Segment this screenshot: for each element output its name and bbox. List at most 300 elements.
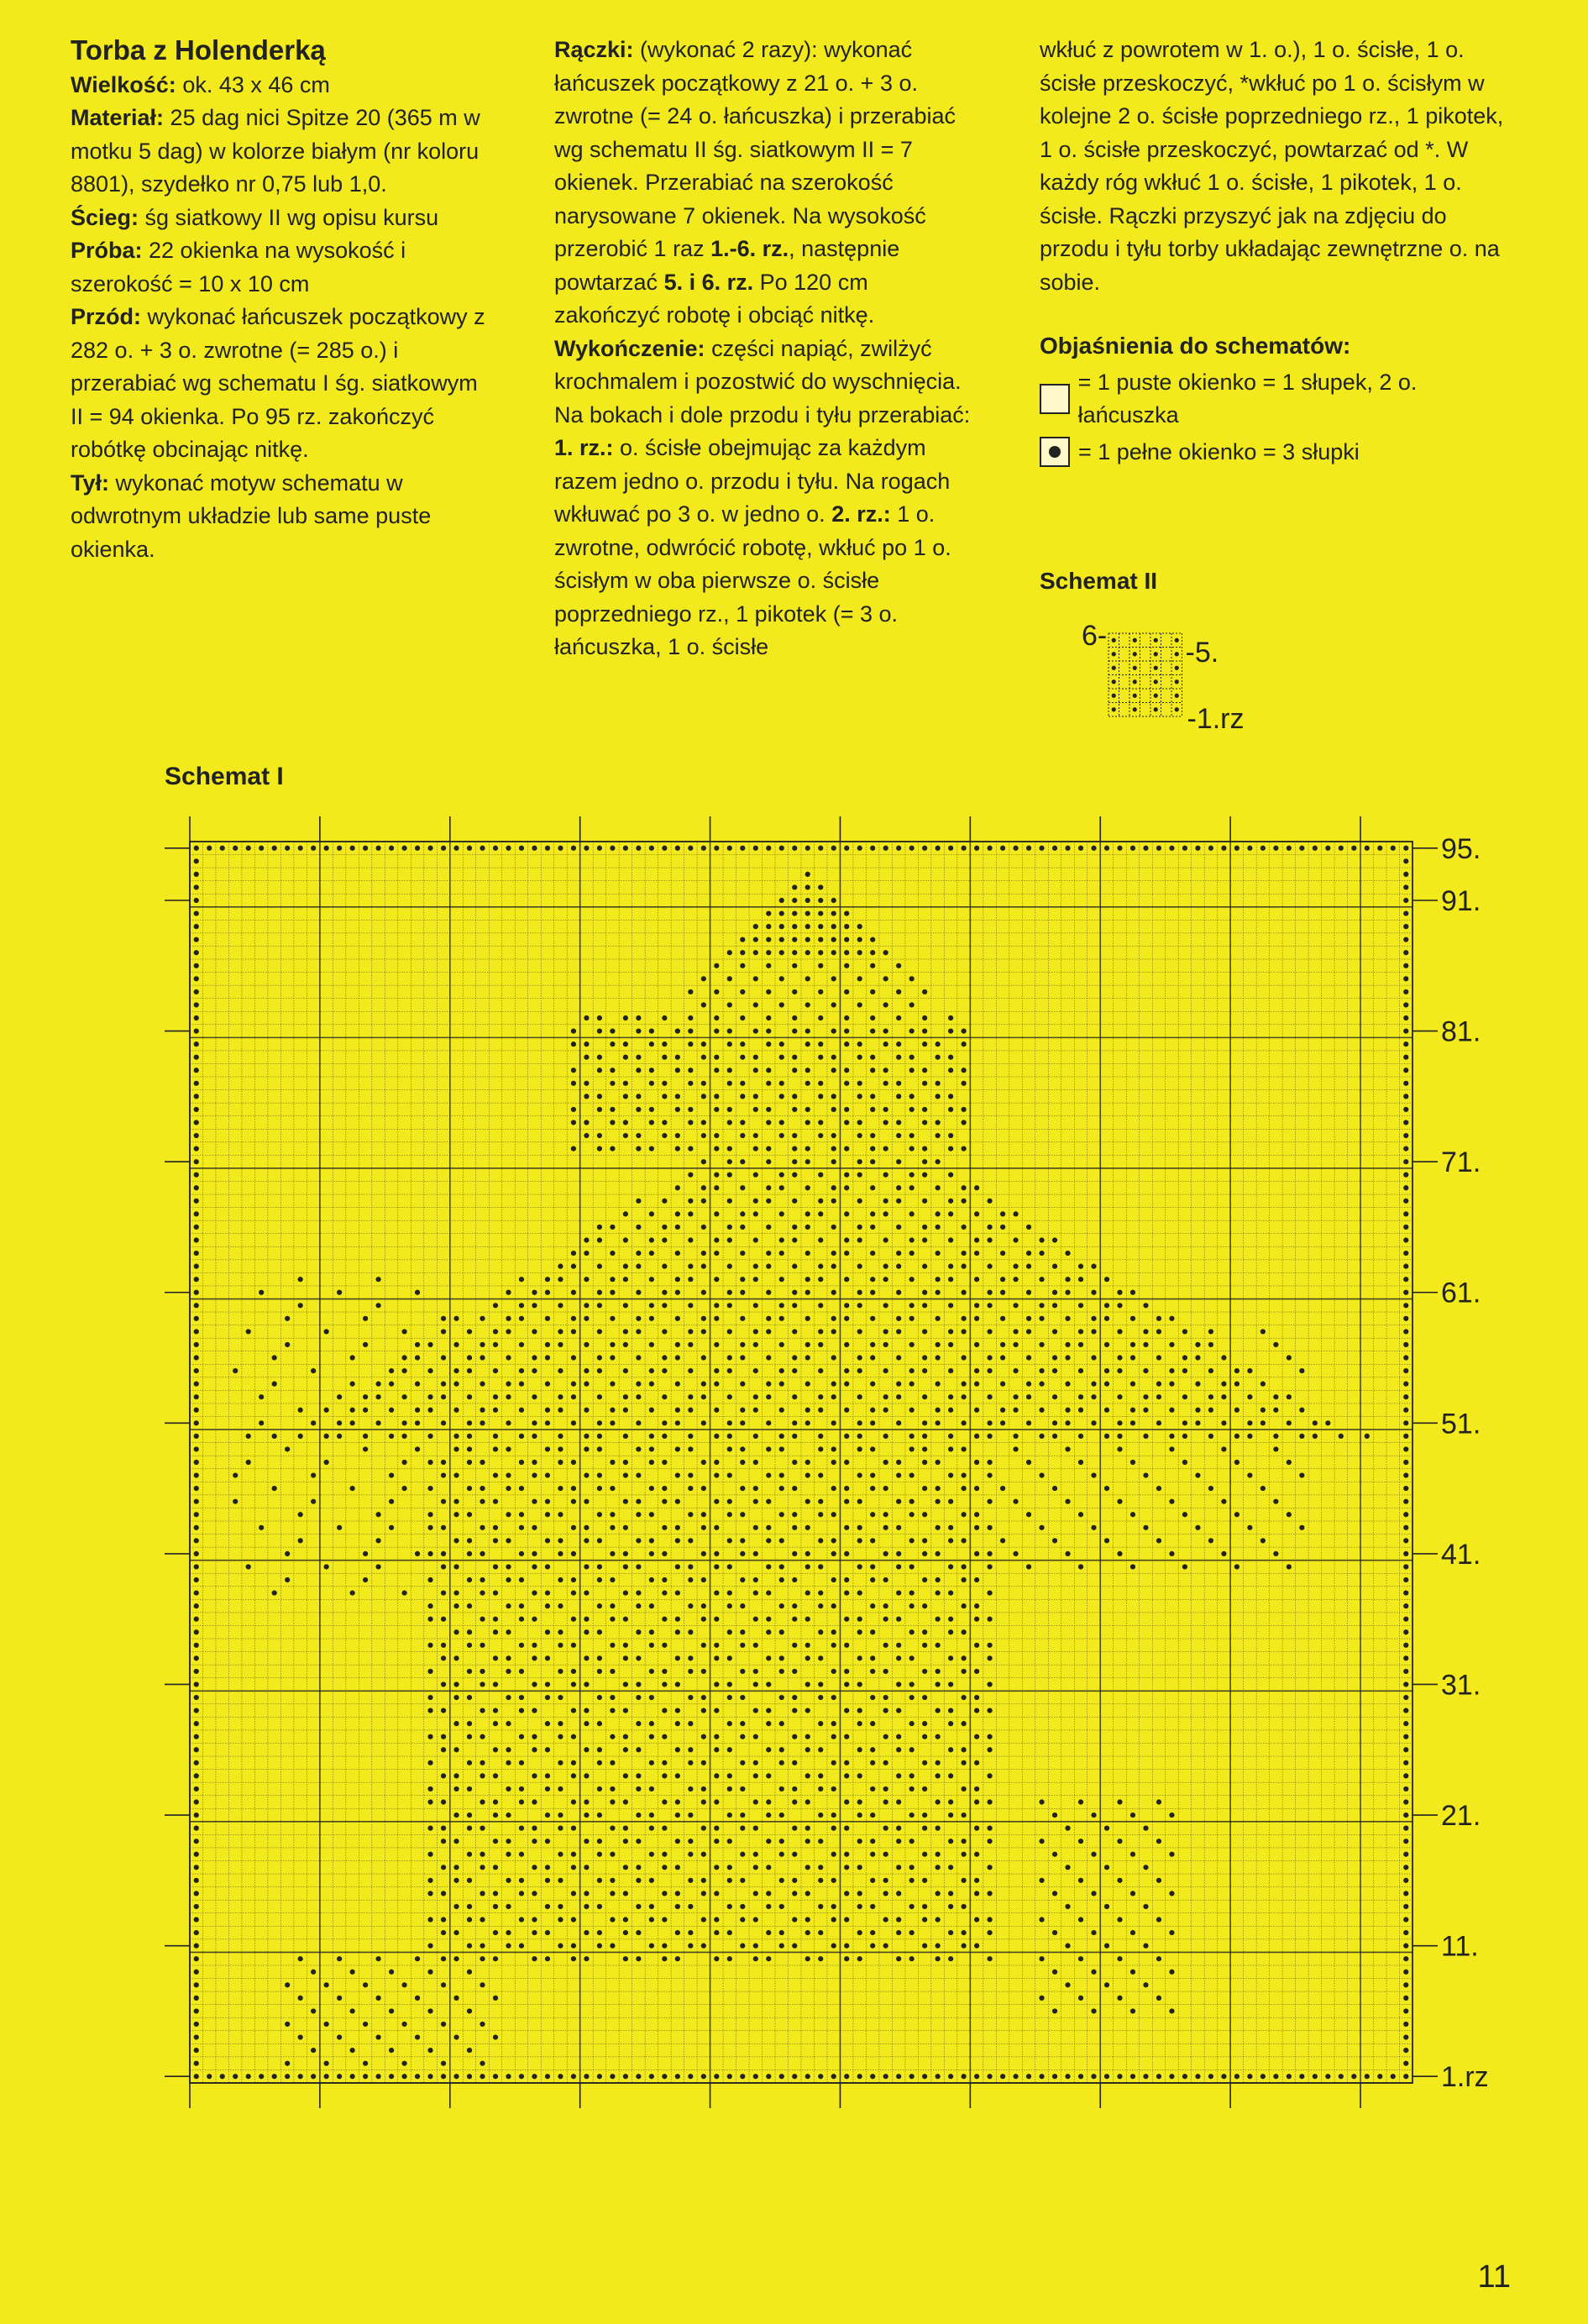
schema-1-dot bbox=[805, 1773, 810, 1778]
schema-1-dot bbox=[1052, 1303, 1057, 1308]
schema-1-dot bbox=[909, 1499, 915, 1504]
schema-1-dot bbox=[844, 1590, 849, 1595]
schema-1-dot bbox=[519, 1303, 524, 1308]
schema-1-dot bbox=[675, 1799, 680, 1804]
schema-1-dot bbox=[948, 1472, 953, 1477]
schema-1-dot bbox=[532, 1434, 537, 1439]
schema-1-dot bbox=[1156, 1420, 1161, 1425]
schema-1-dot bbox=[936, 1382, 941, 1387]
schema-1-dot bbox=[363, 2022, 368, 2027]
schema-1-dot bbox=[870, 1068, 875, 1073]
schema-1-dot bbox=[597, 1329, 602, 1334]
schema-1-dot bbox=[831, 1185, 836, 1190]
schema-1-dot bbox=[480, 1486, 485, 1491]
schema-1-dot bbox=[1026, 1460, 1031, 1465]
schema-1-dot bbox=[727, 1329, 732, 1334]
schema-1-dot bbox=[350, 1970, 355, 1975]
schema-1-dot bbox=[766, 1081, 771, 1086]
schema-1-dot bbox=[857, 1055, 862, 1060]
schema-1-dot bbox=[311, 1368, 316, 1373]
schema-1-dot bbox=[766, 1394, 771, 1399]
schema-1-dot bbox=[480, 1826, 485, 1831]
schema-1-dot bbox=[415, 2074, 420, 2079]
schema-1-dot bbox=[831, 1446, 836, 1451]
schema-1-dot bbox=[766, 1865, 771, 1870]
schema-1-dot bbox=[1403, 858, 1408, 863]
schema-1-row-label: 11. bbox=[1441, 1930, 1479, 1963]
schema-1-dot bbox=[194, 1865, 199, 1870]
schema-1-dot bbox=[714, 1773, 719, 1778]
schema-1-dot bbox=[467, 1629, 472, 1634]
schema-1-dot bbox=[922, 1734, 927, 1739]
schema-1-dot bbox=[1403, 1917, 1408, 1922]
schema-1-dot bbox=[194, 1159, 199, 1164]
schema-1-dot bbox=[948, 1342, 953, 1347]
schema-1-dot bbox=[779, 1094, 784, 1099]
schema-1-dot bbox=[532, 1655, 537, 1660]
schema-1-dot bbox=[571, 1944, 576, 1949]
schema-1-dot bbox=[194, 1525, 199, 1530]
schema-1-dot bbox=[1078, 2074, 1083, 2079]
schema-1-dot bbox=[623, 1799, 628, 1804]
schema-1-dot bbox=[623, 1120, 628, 1125]
schema-1-dot bbox=[831, 1551, 836, 1556]
schema-1-dot bbox=[909, 1681, 915, 1687]
schema-1-dot bbox=[1299, 1408, 1304, 1413]
schema-1-dot bbox=[962, 1472, 967, 1477]
schema-1-dot bbox=[441, 1708, 446, 1713]
schema-1-dot bbox=[1260, 1329, 1266, 1334]
schema-2-dot bbox=[1112, 679, 1116, 684]
schema-1-dot bbox=[1117, 1551, 1122, 1556]
schema-1-dot bbox=[194, 1708, 199, 1713]
schema-1-dot bbox=[714, 1865, 719, 1870]
schema-1-dot bbox=[844, 1956, 849, 1961]
schema-1-dot bbox=[519, 1551, 524, 1556]
schema-1-dot bbox=[844, 1081, 849, 1086]
schema-1-dot bbox=[831, 898, 836, 903]
schema-1-dot bbox=[1273, 1394, 1278, 1399]
schema-1-dot bbox=[675, 1617, 680, 1622]
schema-2-dot bbox=[1175, 652, 1179, 656]
schema-1-dot bbox=[727, 1655, 732, 1660]
schema-1-dot bbox=[1052, 1355, 1057, 1360]
schema-1-dot bbox=[636, 1316, 641, 1321]
schema-1-dot bbox=[415, 1446, 420, 1451]
schema-1-dot bbox=[519, 1760, 524, 1765]
schema-1-dot bbox=[792, 963, 797, 968]
schema-1-dot bbox=[1221, 1382, 1226, 1387]
schema-2-dot bbox=[1154, 694, 1158, 698]
schema-1-dot bbox=[922, 1290, 927, 1295]
schema-1-dot bbox=[415, 1420, 420, 1425]
schema-1-dot bbox=[441, 1590, 446, 1595]
schema-1-dot bbox=[1091, 1394, 1096, 1399]
schema-1-dot bbox=[545, 1446, 550, 1451]
schema-1-dot bbox=[427, 1669, 432, 1674]
schema-1-dot bbox=[584, 1446, 589, 1451]
schema-1-dot bbox=[675, 1904, 680, 1909]
schema-1-dot bbox=[805, 1290, 810, 1295]
schema-1-dot bbox=[1117, 1290, 1122, 1295]
schema-1-dot bbox=[740, 1382, 745, 1387]
schema-1-dot bbox=[259, 1420, 264, 1425]
schema-1-dot bbox=[427, 1760, 432, 1765]
schema-1-dot bbox=[519, 1891, 524, 1896]
schema-1-dot bbox=[753, 1211, 758, 1216]
schema-1-dot bbox=[870, 1251, 875, 1256]
schema-1-dot bbox=[857, 1499, 862, 1504]
schema-1-dot bbox=[883, 1460, 888, 1465]
schema-1-dot bbox=[636, 1394, 641, 1399]
schema-1-dot bbox=[337, 1996, 342, 2001]
schema-1-dot bbox=[337, 1525, 342, 1530]
schema-1-dot bbox=[1221, 1420, 1226, 1425]
schema-1-dot bbox=[779, 1237, 784, 1242]
schema-1-dot bbox=[870, 1930, 875, 1935]
schema-1-dot bbox=[753, 1708, 758, 1713]
schema-1-dot bbox=[545, 1786, 550, 1792]
schema-1-dot bbox=[597, 1264, 602, 1269]
schema-1-dot bbox=[870, 1760, 875, 1765]
schema-1-dot bbox=[714, 1185, 719, 1190]
schema-1-dot bbox=[1313, 846, 1318, 851]
schema-1-dot bbox=[870, 1211, 875, 1216]
schema-1-dot bbox=[453, 1538, 459, 1543]
schema-1-dot bbox=[610, 1251, 615, 1256]
schema-1-dot bbox=[532, 1525, 537, 1530]
schema-1-dot bbox=[1182, 1434, 1187, 1439]
schema-1-dot bbox=[818, 1839, 823, 1844]
schema-1-dot bbox=[909, 1146, 915, 1152]
schema-1-dot bbox=[974, 1408, 979, 1413]
schema-1-dot bbox=[194, 1408, 199, 1413]
schema-1-dot bbox=[714, 1551, 719, 1556]
schema-1-dot bbox=[337, 846, 342, 851]
schema-1-dot bbox=[870, 1839, 875, 1844]
schema-1-dot bbox=[597, 1237, 602, 1242]
schema-1-dot bbox=[311, 1472, 316, 1477]
schema-1-dot bbox=[714, 1277, 719, 1282]
schema-1-dot bbox=[714, 1891, 719, 1896]
schema-1-dot bbox=[220, 2074, 225, 2079]
schema-2-dot bbox=[1133, 679, 1137, 684]
schema-1-dot bbox=[610, 1107, 615, 1112]
schema-1-dot bbox=[675, 1956, 680, 1961]
schema-1-dot bbox=[1117, 1420, 1122, 1425]
schema-1-dot bbox=[805, 1681, 810, 1687]
schema-1-dot bbox=[467, 1826, 472, 1831]
schema-1-dot bbox=[597, 1944, 602, 1949]
schema-1-dot bbox=[571, 1708, 576, 1713]
schema-1-dot bbox=[519, 1708, 524, 1713]
schema-1-dot bbox=[779, 1564, 784, 1569]
schema-1-dot bbox=[532, 1773, 537, 1778]
schema-1-dot bbox=[194, 1303, 199, 1308]
schema-1-dot bbox=[974, 1603, 979, 1608]
schema-1-dot bbox=[1143, 1394, 1148, 1399]
schema-1-dot bbox=[1039, 846, 1044, 851]
schema-1-dot bbox=[506, 1878, 511, 1883]
schema-1-dot bbox=[936, 1917, 941, 1922]
schema-1-dot bbox=[844, 1211, 849, 1216]
schema-1-dot bbox=[896, 1839, 901, 1844]
schema-1-dot bbox=[831, 1316, 836, 1321]
schema-1-dot bbox=[597, 1055, 602, 1060]
schema-1-dot bbox=[571, 1852, 576, 1857]
schema-1-dot bbox=[962, 1028, 967, 1033]
schema-1-dot bbox=[1013, 1551, 1018, 1556]
schema-1-dot bbox=[1026, 846, 1031, 851]
schema-1-dot bbox=[401, 1590, 406, 1595]
schema-1-dot bbox=[1130, 2074, 1135, 2079]
schema-1-dot bbox=[597, 1839, 602, 1844]
schema-1-dot bbox=[453, 1434, 459, 1439]
schema-2-grid bbox=[1082, 620, 1245, 735]
schema-1-dot bbox=[1065, 1408, 1070, 1413]
schema-1-dot bbox=[688, 1368, 693, 1373]
schema-1-dot bbox=[506, 1290, 511, 1295]
schema-1-dot bbox=[519, 1852, 524, 1857]
schema-1-dot bbox=[519, 1486, 524, 1491]
schema-1-dot bbox=[688, 1211, 693, 1216]
schema-1-dot bbox=[792, 1760, 797, 1765]
schema-1-dot bbox=[1403, 1055, 1408, 1060]
schema-1-dot bbox=[1403, 1577, 1408, 1582]
schema-1-dot bbox=[532, 1799, 537, 1804]
schema-1-dot bbox=[857, 1420, 862, 1425]
schema-1-dot bbox=[844, 1525, 849, 1530]
schema-1-dot bbox=[584, 1015, 589, 1020]
schema-1-dot bbox=[636, 1420, 641, 1425]
schema-1-dot bbox=[727, 1303, 732, 1308]
schema-1-dot bbox=[285, 1982, 290, 1987]
schema-1-dot bbox=[844, 1891, 849, 1896]
schema-1-dot bbox=[1403, 1368, 1408, 1373]
schema-1-dot bbox=[1403, 1538, 1408, 1543]
schema-1-dot bbox=[480, 1316, 485, 1321]
schema-1-dot bbox=[896, 1094, 901, 1099]
schema-1-dot bbox=[818, 1081, 823, 1086]
schema-1-dot bbox=[922, 989, 927, 994]
schema-1-dot bbox=[480, 1460, 485, 1465]
gauge-text: 22 okienka na wysokość i szerokość = 10 x 10 cm bbox=[71, 238, 406, 296]
finishing-row1-label: 1. rz.: bbox=[554, 435, 614, 460]
schema-1-dot bbox=[936, 1708, 941, 1713]
schema-1-dot bbox=[831, 1394, 836, 1399]
schema-1-dot bbox=[740, 1760, 745, 1765]
schema-1-dot bbox=[1052, 1237, 1057, 1242]
schema-2-dot bbox=[1154, 707, 1158, 711]
schema-1-dot bbox=[727, 1865, 732, 1870]
schema-1-dot bbox=[194, 1172, 199, 1178]
schema-1-dot bbox=[636, 1225, 641, 1230]
schema-1-dot bbox=[194, 2061, 199, 2066]
schema-1-dot bbox=[1403, 1107, 1408, 1112]
schema-1-dot bbox=[1169, 1434, 1174, 1439]
schema-1-dot bbox=[922, 1199, 927, 1204]
schema-1-dot bbox=[831, 1159, 836, 1164]
schema-1-dot bbox=[948, 1434, 953, 1439]
schema-1-dot bbox=[623, 1839, 628, 1844]
schema-1-dot bbox=[974, 1878, 979, 1883]
schema-1-dot bbox=[610, 1068, 615, 1073]
schema-1-dot bbox=[1403, 1734, 1408, 1739]
schema-1-dot bbox=[558, 1277, 563, 1282]
schema-1-dot bbox=[401, 1394, 406, 1399]
schema-1-dot bbox=[857, 1368, 862, 1373]
schema-1-dot bbox=[857, 1708, 862, 1713]
schema-1-dot bbox=[1039, 1878, 1044, 1883]
schema-1-dot bbox=[545, 1956, 550, 1961]
schema-1-dot bbox=[662, 1577, 667, 1582]
schema-1-dot bbox=[584, 1434, 589, 1439]
schema-1-dot bbox=[740, 1342, 745, 1347]
schema-1-dot bbox=[363, 2074, 368, 2079]
schema-1-dot bbox=[1039, 1525, 1044, 1530]
schema-1-dot bbox=[962, 1068, 967, 1073]
schema-1-dot bbox=[740, 1133, 745, 1138]
schema-1-dot bbox=[453, 1930, 459, 1935]
schema-1-dot bbox=[662, 1956, 667, 1961]
schema-1-dot bbox=[688, 1329, 693, 1334]
schema-1-dot bbox=[558, 1629, 563, 1634]
schema-1-dot bbox=[1208, 2074, 1213, 2079]
schema-1-dot bbox=[779, 1930, 784, 1935]
schema-1-dot bbox=[740, 989, 745, 994]
schema-1-dot bbox=[1026, 1355, 1031, 1360]
schema-1-dot bbox=[194, 1799, 199, 1804]
schema-1-dot bbox=[662, 1015, 667, 1020]
schema-1-dot bbox=[571, 1891, 576, 1896]
schema-1-dot bbox=[987, 1264, 992, 1269]
schema-1-dot bbox=[427, 1368, 432, 1373]
schema-1-dot bbox=[584, 1564, 589, 1569]
schema-1-dot bbox=[1013, 1303, 1018, 1308]
schema-1-dot bbox=[558, 1813, 563, 1818]
schema-1-dot bbox=[1039, 1472, 1044, 1477]
schema-1-dot bbox=[962, 1747, 967, 1752]
schema-1-dot bbox=[909, 1382, 915, 1387]
schema-1-dot bbox=[831, 1760, 836, 1765]
schema-1-dot bbox=[792, 1264, 797, 1269]
schema-1-dot bbox=[480, 2022, 485, 2027]
schema-1-dot bbox=[427, 1799, 432, 1804]
schema-1-dot bbox=[623, 1891, 628, 1896]
schema-1-dot bbox=[441, 1655, 446, 1660]
schema-1-dot bbox=[506, 1316, 511, 1321]
schema-1-dot bbox=[701, 1420, 706, 1425]
schema-1-dot bbox=[974, 1708, 979, 1713]
schema-1-dot bbox=[844, 1277, 849, 1282]
schema-1-dot bbox=[909, 1603, 915, 1608]
schema-1-dot bbox=[701, 1460, 706, 1465]
schema-1-dot bbox=[974, 1551, 979, 1556]
schema-1-dot bbox=[1039, 1316, 1044, 1321]
schema-1-dot bbox=[714, 963, 719, 968]
schema-1-dot bbox=[857, 846, 862, 851]
schema-1-dot bbox=[311, 846, 316, 851]
schema-1-dot bbox=[962, 1199, 967, 1204]
schema-1-dot bbox=[194, 1446, 199, 1451]
schema-1-dot bbox=[532, 1472, 537, 1477]
schema-1-dot bbox=[259, 846, 264, 851]
schema-1-dot bbox=[987, 1394, 992, 1399]
schema-1-dot bbox=[1156, 1917, 1161, 1922]
schema-1-dot bbox=[688, 1655, 693, 1660]
schema-1-dot bbox=[493, 1891, 498, 1896]
schema-1-dot bbox=[714, 1590, 719, 1595]
schema-1-dot bbox=[766, 1590, 771, 1595]
schema-1-dot bbox=[688, 1199, 693, 1204]
schema-1-dot bbox=[688, 1930, 693, 1935]
schema-1-dot bbox=[649, 1826, 654, 1831]
schema-1-dot bbox=[1182, 1460, 1187, 1465]
schema-1-dot bbox=[688, 1264, 693, 1269]
schema-1-dot bbox=[740, 1446, 745, 1451]
schema-1-dot bbox=[623, 1551, 628, 1556]
schema-1-dot bbox=[936, 1290, 941, 1295]
schema-1-dot bbox=[246, 2074, 251, 2079]
schema-1-dot bbox=[805, 1107, 810, 1112]
schema-1-dot bbox=[753, 1002, 758, 1007]
schema-1-dot bbox=[649, 1028, 654, 1033]
schema-1-dot bbox=[467, 1538, 472, 1543]
schema-1-dot bbox=[493, 1865, 498, 1870]
schema-1-dot bbox=[571, 1617, 576, 1622]
schema-1-dot bbox=[779, 1577, 784, 1582]
schema-1-dot bbox=[649, 1316, 654, 1321]
schema-1-dot bbox=[948, 1172, 953, 1178]
schema-1-dot bbox=[493, 1525, 498, 1530]
schema-1-row-label: 95. bbox=[1441, 832, 1481, 865]
schema-1-dot bbox=[792, 1891, 797, 1896]
schema-1-dot bbox=[597, 1434, 602, 1439]
schema-1-dot bbox=[571, 1420, 576, 1425]
schema-1-dot bbox=[480, 1342, 485, 1347]
schema-1-dot bbox=[831, 1460, 836, 1465]
schema-1-dot bbox=[427, 1944, 432, 1949]
schema-1-dot bbox=[415, 2034, 420, 2039]
schema-1-dot bbox=[727, 1590, 732, 1595]
schema-1-dot bbox=[662, 1225, 667, 1230]
schema-1-dot bbox=[779, 1251, 784, 1256]
schema-1-dot bbox=[584, 1904, 589, 1909]
schema-1-dot bbox=[922, 1904, 927, 1909]
schema-1-dot bbox=[779, 1002, 784, 1007]
schema-1-dot bbox=[857, 1002, 862, 1007]
schema-1-dot bbox=[427, 1617, 432, 1622]
schema-1-dot bbox=[688, 1446, 693, 1451]
schema-1-dot bbox=[688, 1068, 693, 1073]
schema-1-dot bbox=[792, 884, 797, 889]
schema-1-dot bbox=[1078, 1460, 1083, 1465]
schema-1-dot bbox=[805, 1146, 810, 1152]
schema-1-dot bbox=[909, 1055, 915, 1060]
schema-1-dot bbox=[532, 1303, 537, 1308]
schema-1-dot bbox=[545, 1316, 550, 1321]
schema-1-dot bbox=[688, 1747, 693, 1752]
schema-1-dot bbox=[688, 1760, 693, 1765]
schema-1-dot bbox=[532, 1551, 537, 1556]
schema-1-dot bbox=[987, 1472, 992, 1477]
schema-1-dot bbox=[962, 1146, 967, 1152]
schema-1-dot bbox=[493, 1956, 498, 1961]
schema-1-dot bbox=[584, 1930, 589, 1935]
schema-1-dot bbox=[675, 1525, 680, 1530]
schema-1-dot bbox=[831, 1944, 836, 1949]
schema-1-dot bbox=[727, 1904, 732, 1909]
